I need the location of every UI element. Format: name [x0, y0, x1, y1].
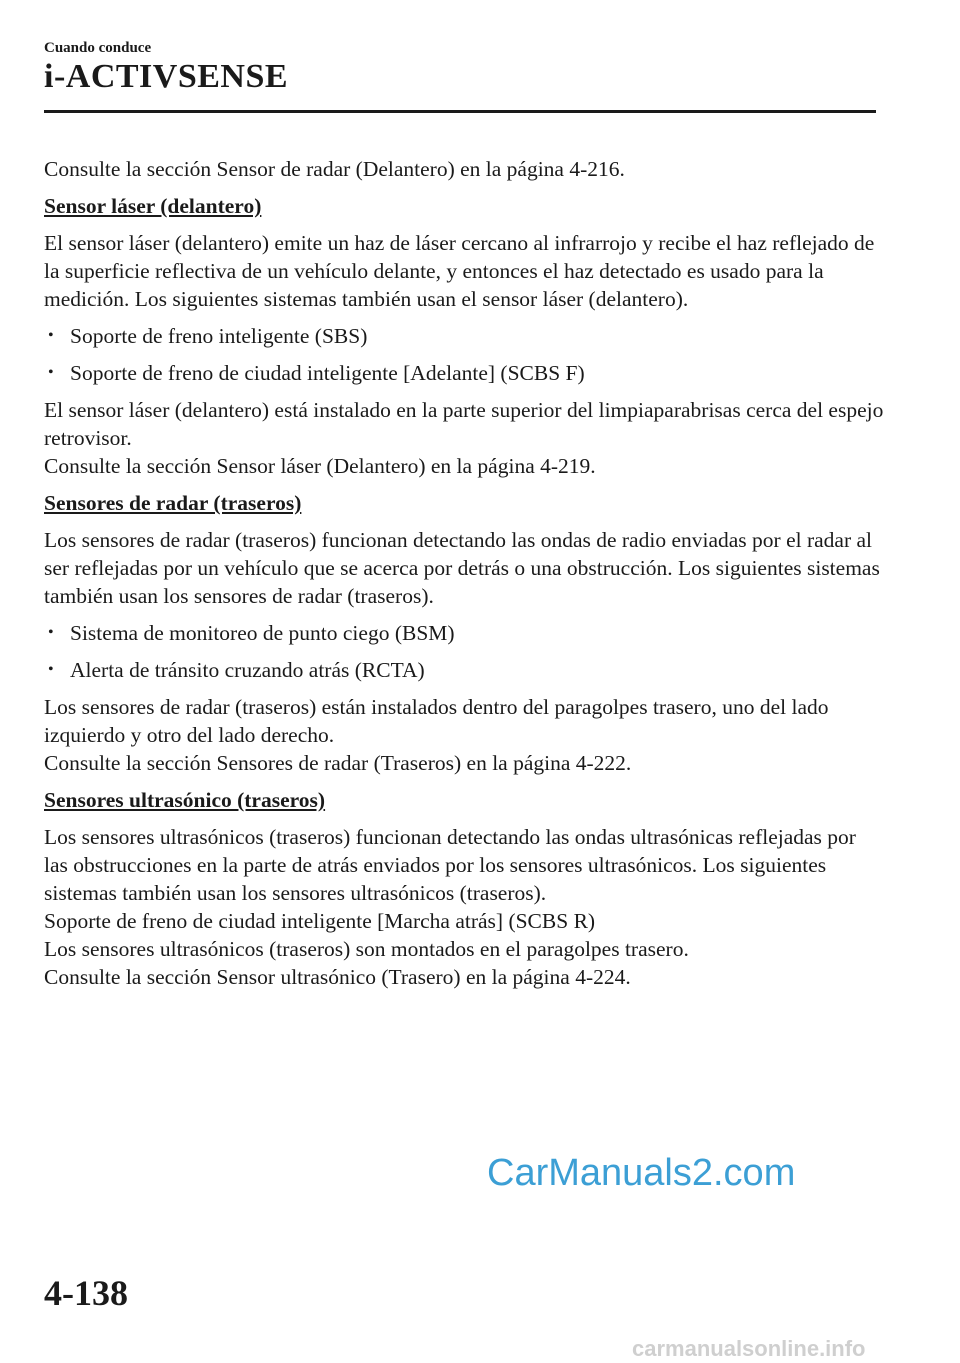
radar-system-list	[44, 619, 884, 684]
laser-reference: Consulte la sección Sensor láser (Delantero) en la página 4-219.	[44, 454, 596, 478]
intro-reference: Consulte la sección Sensor de radar (Delantero) en la página 4-216.	[44, 157, 625, 181]
bullet-icon: •	[48, 364, 54, 381]
page-content	[44, 155, 884, 991]
laser-install: El sensor láser (delantero) está instalado en la parte superior del limpiaparabrisas cerca del espejo retrovisor. Consulte la sección Sensor láser (Delantero) en la página 4-219.	[44, 398, 884, 478]
footer-watermark: carmanualsonline.info	[632, 1336, 866, 1361]
bullet-icon: •	[48, 327, 54, 344]
laser-description: El sensor láser (delantero) emite un haz de láser cercano al infrarrojo y recibe el haz reflejado de la superficie reflectiva de un vehículo delante, y entonces el haz detectado es usado para la medición. Los siguientes sistemas también usan el sensor láser (delantero).	[44, 231, 875, 311]
laser-heading: Sensor láser (delantero)	[44, 194, 262, 218]
page-number: 4-138	[44, 1273, 128, 1313]
section-label: Cuando conduce	[44, 40, 152, 56]
ultrasonic-description: Los sensores ultrasónicos (traseros) funcionan detectando las ondas ultrasónicas reflejadas por las obstrucciones en la parte de atrás enviados por los sensores ultrasónicos. Los siguientes sistemas también usan los sensores ultrasónicos (traseros). Soporte de freno de ciudad inteligente [Marcha atrás] (SCBS R) Los sensores ultrasónicos (traseros) son montados en el paragolpes trasero. Consulte la sección Sensor ultrasónico (Trasero) en la página 4-224.	[44, 825, 856, 989]
list-item: • Sistema de monitoreo de punto ciego (BSM)	[48, 621, 455, 645]
chapter-title: i-ACTIVSENSE	[44, 58, 289, 95]
watermark-logo: CarManuals2.com	[487, 1152, 796, 1194]
ultrasonic-reference: Consulte la sección Sensor ultrasónico (Trasero) en la página 4-224.	[44, 965, 631, 989]
radar-install: Los sensores de radar (traseros) están instalados dentro del paragolpes trasero, uno del lado izquierdo y otro del lado derecho. Consulte la sección Sensores de radar (Traseros) en la página 4-222.	[44, 695, 829, 775]
ultrasonic-install: Los sensores ultrasónicos (traseros) son montados en el paragolpes trasero.	[44, 937, 689, 961]
bullet-icon: •	[48, 661, 54, 678]
list-item: • Alerta de tránsito cruzando atrás (RCTA)	[48, 658, 425, 682]
list-item: • Soporte de freno de ciudad inteligente [Adelante] (SCBS F)	[48, 361, 585, 385]
header-rule	[44, 110, 876, 113]
radar-reference: Consulte la sección Sensores de radar (Traseros) en la página 4-222.	[44, 751, 632, 775]
radar-heading: Sensores de radar (traseros)	[44, 491, 302, 515]
ultrasonic-system: Soporte de freno de ciudad inteligente [Marcha atrás] (SCBS R)	[44, 909, 596, 933]
ultrasonic-heading: Sensores ultrasónico (traseros)	[44, 788, 326, 812]
bullet-icon: •	[48, 624, 54, 641]
list-item: • Soporte de freno inteligente (SBS)	[48, 324, 368, 348]
laser-system-list	[44, 322, 884, 387]
radar-description: Los sensores de radar (traseros) funcionan detectando las ondas de radio enviadas por el radar al ser reflejadas por un vehículo que se acerca por detrás o una obstrucción. Los siguientes sistemas también usan los sensores de radar (traseros).	[44, 528, 880, 608]
